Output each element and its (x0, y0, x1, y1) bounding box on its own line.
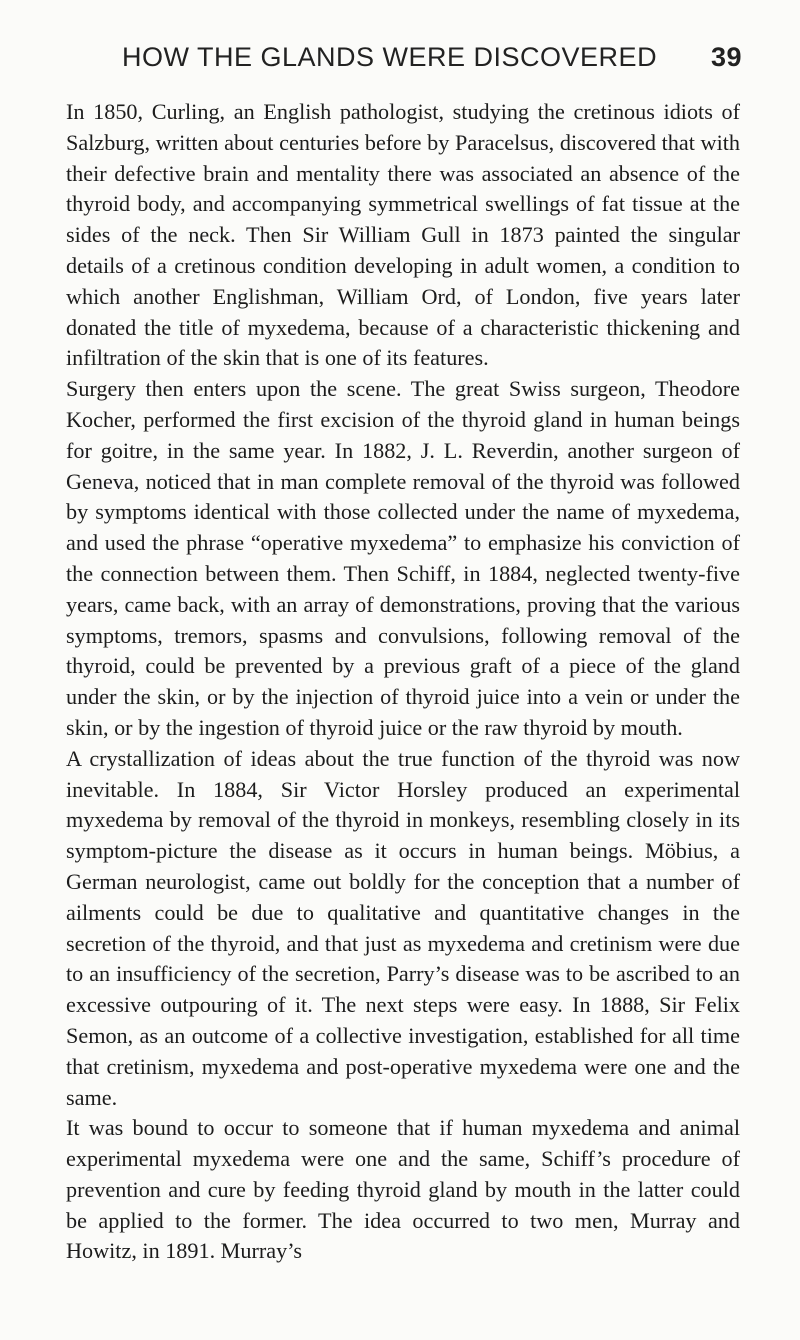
running-header (122, 42, 742, 82)
paragraph: In 1850, Curling, an English pathologist, studying the cretinous idiots of Salzburg, written about centuries before by Paracelsus, discovered that with their defective brain and mentality there was associated an absence of the thyroid body, and accompanying symmetrical swellings of fat tissue at the sides of the neck. Then Sir William Gull in 1873 painted the singular details of a cretinous condition developing in adult women, a condition to which another Englishman, William Ord, of London, five years later donated the title of myxedema, because of a characteristic thickening and infiltration of the skin that is one of its features. (66, 99, 740, 371)
paragraph: It was bound to occur to someone that if human myxedema and animal experimental myxedema were one and the same, Schiff’s procedure of prevention and cure by feeding thyroid gland by mouth in the latter could be applied to the former. The idea occurred to two men, Murray and Howitz, in 1891. Murray’s (66, 1115, 740, 1264)
paragraph: Surgery then enters upon the scene. The great Swiss surgeon, Theodore Kocher, performed the first excision of the thyroid gland in human beings for goitre, in the same year. In 1882, J. L. Reverdin, another surgeon of Geneva, noticed that in man complete removal of the thyroid was followed by symptoms identical with those collected under the name of myxedema, and used the phrase “operative myxedema” to emphasize his conviction of the connection between them. Then Schiff, in 1884, neglected twenty-five years, came back, with an array of demonstrations, proving that the various symptoms, tremors, spasms and convulsions, following removal of the thyroid, could be prevented by a previous graft of a piece of the gland under the skin, or by the injection of thyroid juice into a vein or under the skin, or by the ingestion of thyroid juice or the raw thyroid by mouth. (66, 376, 740, 740)
paragraph: A crystallization of ideas about the true function of the thyroid was now inevitable. In 1884, Sir Victor Horsley produced an experimental myxedema by removal of the thyroid in monkeys, resembling closely in its symptom-picture the disease as it occurs in human beings. Möbius, a German neurologist, came out boldly for the conception that a number of ailments could be due to qualitative and quantitative changes in the secretion of the thyroid, and that just as myxedema and cretinism were due to an insufficiency of the secretion, Parry’s disease was to be ascribed to an excessive outpouring of it. The next steps were easy. In 1888, Sir Felix Semon, as an outcome of a collective investigation, established for all time that cretinism, myxedema and post-operative myxedema were one and the same. (66, 745, 740, 1110)
page-number: 39 (710, 42, 742, 72)
body-text (66, 97, 740, 1267)
running-title: HOW THE GLANDS WERE DISCOVERED (122, 42, 658, 72)
